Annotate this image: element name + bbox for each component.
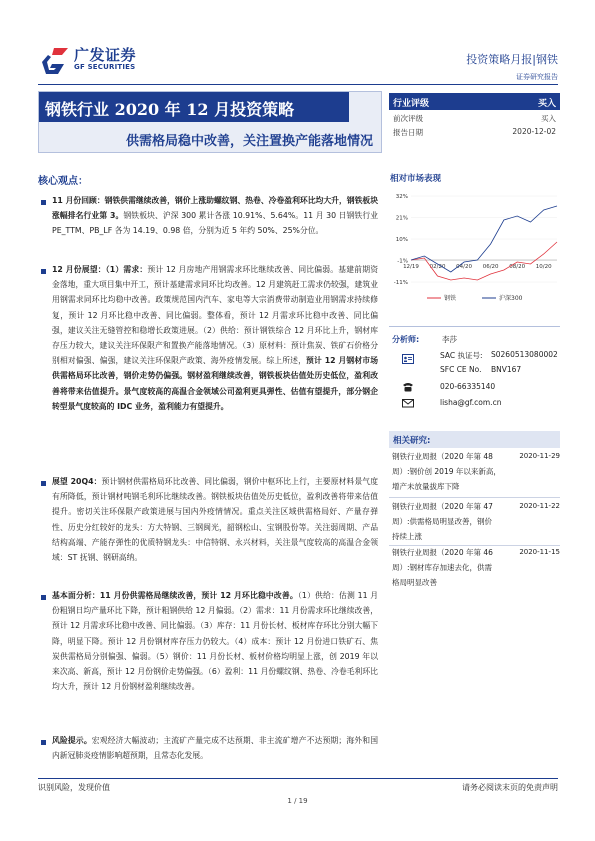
analyst-phone: 020-66335140 bbox=[440, 382, 496, 391]
relative-performance-chart bbox=[389, 190, 560, 312]
legend-label: 沪深300 bbox=[499, 295, 523, 302]
paragraph-lead: 展望 20Q4： bbox=[52, 477, 102, 486]
related-item-line: 周）:钢材库存加速去化，供需 bbox=[392, 563, 493, 572]
y-tick-label: 32% bbox=[395, 194, 408, 200]
paragraph-body: 预计钢材供需格局环比改善、同比偏弱，钢价中枢环比上行，主要原材料景气度有所降低，预计钢材吨钢毛利环比继续改善。钢铁板块估值处历史低位，盈利改善将带来估值提升。密切关注环保限产政策进展与国内外疫情情况。重点关注区域供需格局好、产量存弹性、历史分红较好的龙头：方大特钢、三钢闽光，韶钢松山、宝钢股份等。关注弱周期、产品结构高端、产能存弹性的优质特钢龙头：中信特钢、永兴材料，关注景气度较高的高温合金领域：ST 抚钢、钢研高纳。 bbox=[52, 477, 379, 563]
analyst-name: 李莎 bbox=[442, 335, 457, 344]
footer-slogan: 识别风险，发现价值 bbox=[38, 783, 110, 792]
email-icon bbox=[402, 397, 414, 409]
x-tick-label: 12/19 bbox=[403, 264, 419, 270]
related-item-line: 持续上涨 bbox=[392, 532, 422, 541]
related-research-header bbox=[389, 431, 560, 448]
report-class: 证券研究报告 bbox=[516, 73, 558, 81]
related-research-title: 相关研究: bbox=[393, 436, 431, 446]
paragraph-lead: 11 月份回顾：钢铁供需继续改善，钢价上涨助螺纹钢、热卷、冷卷盈利环比均大升，钢铁板块涨幅排名行业第 3。 bbox=[52, 196, 378, 221]
paragraph-november-review bbox=[52, 193, 378, 239]
footer-disclaimer: 请务必阅读末页的免责声明 bbox=[462, 783, 558, 792]
paragraph-body: 预计 12 月房地产用钢需求环比继续改善、同比偏弱。基建前期资金落地，重大项目集中开工，预计基建需求同环比均改善。12 月建筑赶工需求仍较强，建筑业用钢需求同环比均稳中改善。政策规范国内汽车、家电等大宗消费带动制造业用钢需求持续修复，预计 12 月环比稳中改善、同比偏弱。整体看，预计 12 月需求环比稳中改善、同比偏强，建议关注无缝管控和稳增长政策进展。（2）供给：预计钢铁综合 12 月环比上升，钢材库存压力较大，建议关注环保限产和置换产能落地情况。（3）原材料：预计焦炭、铁矿石价格分别相对偏强、偏强，建议关注环保限产政策、海外疫情发展。综上所述， bbox=[52, 265, 378, 366]
analyst-divider bbox=[389, 326, 560, 327]
rating-panel bbox=[389, 93, 560, 138]
prev-rating-row bbox=[389, 112, 560, 124]
sfc-value: BNV167 bbox=[491, 365, 522, 374]
report-title: 钢铁行业 2020 年 12 月投资策略 bbox=[39, 92, 349, 122]
report-date-label: 报告日期 bbox=[393, 128, 423, 137]
related-item-date: 2020-11-29 bbox=[519, 452, 560, 460]
related-item[interactable] bbox=[392, 499, 560, 544]
page-number: 1 / 19 bbox=[287, 797, 308, 805]
report-type: 投资策略月报|钢铁 bbox=[466, 53, 558, 66]
bullet-icon bbox=[41, 481, 46, 486]
y-tick-label: 10% bbox=[395, 237, 408, 243]
related-item[interactable] bbox=[392, 545, 560, 590]
related-item-line: 钢铁行业周报（2020 年第 48 bbox=[392, 452, 493, 461]
sac-value: S0260513080002 bbox=[491, 350, 558, 359]
related-item[interactable] bbox=[392, 449, 560, 494]
id-card-icon bbox=[402, 353, 414, 365]
gf-logo-icon bbox=[38, 46, 70, 76]
report-date-row bbox=[389, 126, 560, 138]
prev-rating-label: 前次评级 bbox=[393, 114, 423, 123]
paragraph-q4-outlook bbox=[52, 474, 378, 565]
bullet-icon bbox=[41, 200, 46, 205]
related-item-date: 2020-11-15 bbox=[519, 548, 560, 556]
rating-header bbox=[389, 93, 560, 110]
paragraph-lead: 基本面分析：11 月份供需格局继续改善，预计 12 月环比稳中改善。 bbox=[52, 591, 298, 600]
footer-divider bbox=[38, 778, 558, 779]
title-banner bbox=[38, 91, 382, 153]
related-divider bbox=[389, 497, 560, 498]
y-tick-label: -1% bbox=[397, 258, 408, 265]
rating-label: 行业评级 bbox=[393, 99, 430, 109]
rating-value: 买入 bbox=[537, 99, 556, 109]
sac-label: SAC 执证号: bbox=[440, 351, 483, 360]
analyst-label: 分析师: bbox=[392, 335, 420, 344]
bullet-icon bbox=[41, 595, 46, 600]
analyst-email[interactable]: lisha@gf.com.cn bbox=[440, 398, 502, 407]
related-item-line: 周）:钢价创 2019 年以来新高， bbox=[392, 467, 501, 476]
x-tick-label: 04/20 bbox=[456, 264, 473, 270]
chart-section-title: 相对市场表现 bbox=[390, 174, 442, 184]
x-tick-label: 06/20 bbox=[482, 264, 499, 270]
prev-rating-value: 买入 bbox=[541, 114, 556, 123]
paragraph-body: 钢铁板块、沪深 300 累计各涨 10.91%、5.64%。11 月 30 日钢铁行业 PE_TTM、PB_LF 各为 14.19、0.98 倍，分别为近 5 年约 50%、25%分位。 bbox=[52, 211, 379, 236]
paragraph-lead: 风险提示。 bbox=[52, 736, 92, 745]
header-divider bbox=[38, 84, 558, 85]
paragraph-december-outlook bbox=[52, 262, 378, 414]
paragraph-body: （1）供给：估测 11 月份粗钢日均产量环比下降，预计粗钢供给 12 月偏弱。（2）需求：11 月份需求环比继续改善，预计 12 月需求环比稳中改善、同比偏弱。（3）库存：11 月份长材、板材库存环比分别大幅下降，明显下降。预计 12 月份钢材库存压力仍较大。（4）成本：预计 12 月份进口铁矿石、焦炭供需格局分别偏强、偏弱。（5）钢价：11 月份长材、板材价格均明显上涨，创 2019 年以来次高、新高，预计 12 月份钢价走势偏强。（6）盈利：11 月份螺纹钢、热卷、冷卷毛利环比均大升，预计 12 月份钢材盈利继续改善。 bbox=[52, 591, 378, 692]
bullet-icon bbox=[41, 740, 46, 745]
x-tick-label: 08/20 bbox=[509, 264, 526, 270]
related-item-line: 格局明显改善 bbox=[392, 578, 437, 587]
related-item-line: 钢铁行业周报（2020 年第 47 bbox=[392, 502, 493, 511]
company-logo bbox=[38, 44, 158, 76]
report-date-value: 2020-12-02 bbox=[512, 127, 556, 136]
y-tick-label: -11% bbox=[393, 280, 408, 286]
related-item-line: 钢铁行业周报（2020 年第 46 bbox=[392, 548, 493, 557]
logo-text-cn: 广发证券 bbox=[74, 46, 137, 64]
phone-icon bbox=[402, 381, 414, 393]
y-tick-label: 21% bbox=[395, 215, 408, 222]
x-tick-label: 10/20 bbox=[535, 264, 552, 270]
paragraph-risk bbox=[52, 733, 378, 763]
logo-text-en: GF SECURITIES bbox=[74, 63, 136, 71]
paragraph-fundamentals bbox=[52, 588, 378, 694]
related-item-line: 周）:供需格局明显改善，钢价 bbox=[392, 517, 493, 526]
report-subtitle: 供需格局稳中改善，关注置换产能落地情况 bbox=[125, 134, 373, 149]
related-item-line: 增产未放量拔库下降 bbox=[392, 482, 460, 491]
related-item-date: 2020-11-22 bbox=[519, 502, 560, 510]
x-tick-label: 02/20 bbox=[429, 264, 446, 270]
bullet-icon bbox=[41, 269, 46, 274]
core-views-title: 核心观点： bbox=[38, 176, 88, 187]
paragraph-body: 宏观经济大幅波动；主流矿产量完成不达预期、非主流矿增产不达预期；海外和国内新冠肺炎疫情影响超预期，且常态化发展。 bbox=[52, 736, 379, 761]
legend-label: 钢铁 bbox=[444, 295, 457, 302]
paragraph-conclusion: 预计 12 月钢材市场供需格局环比改善，钢价走势仍偏强。钢材盈利继续改善，钢铁板块估值处历史低位，盈利改善将带来估值提升。景气度较高的高温合金领域公司盈利更具弹性、估值有望提升，部分钢企转型景气度较高的 IDC 业务，盈利能力有望提升。 bbox=[52, 356, 379, 411]
paragraph-lead: 12 月份展望：（1）需求： bbox=[52, 265, 148, 274]
sfc-label: SFC CE No. bbox=[440, 365, 482, 374]
